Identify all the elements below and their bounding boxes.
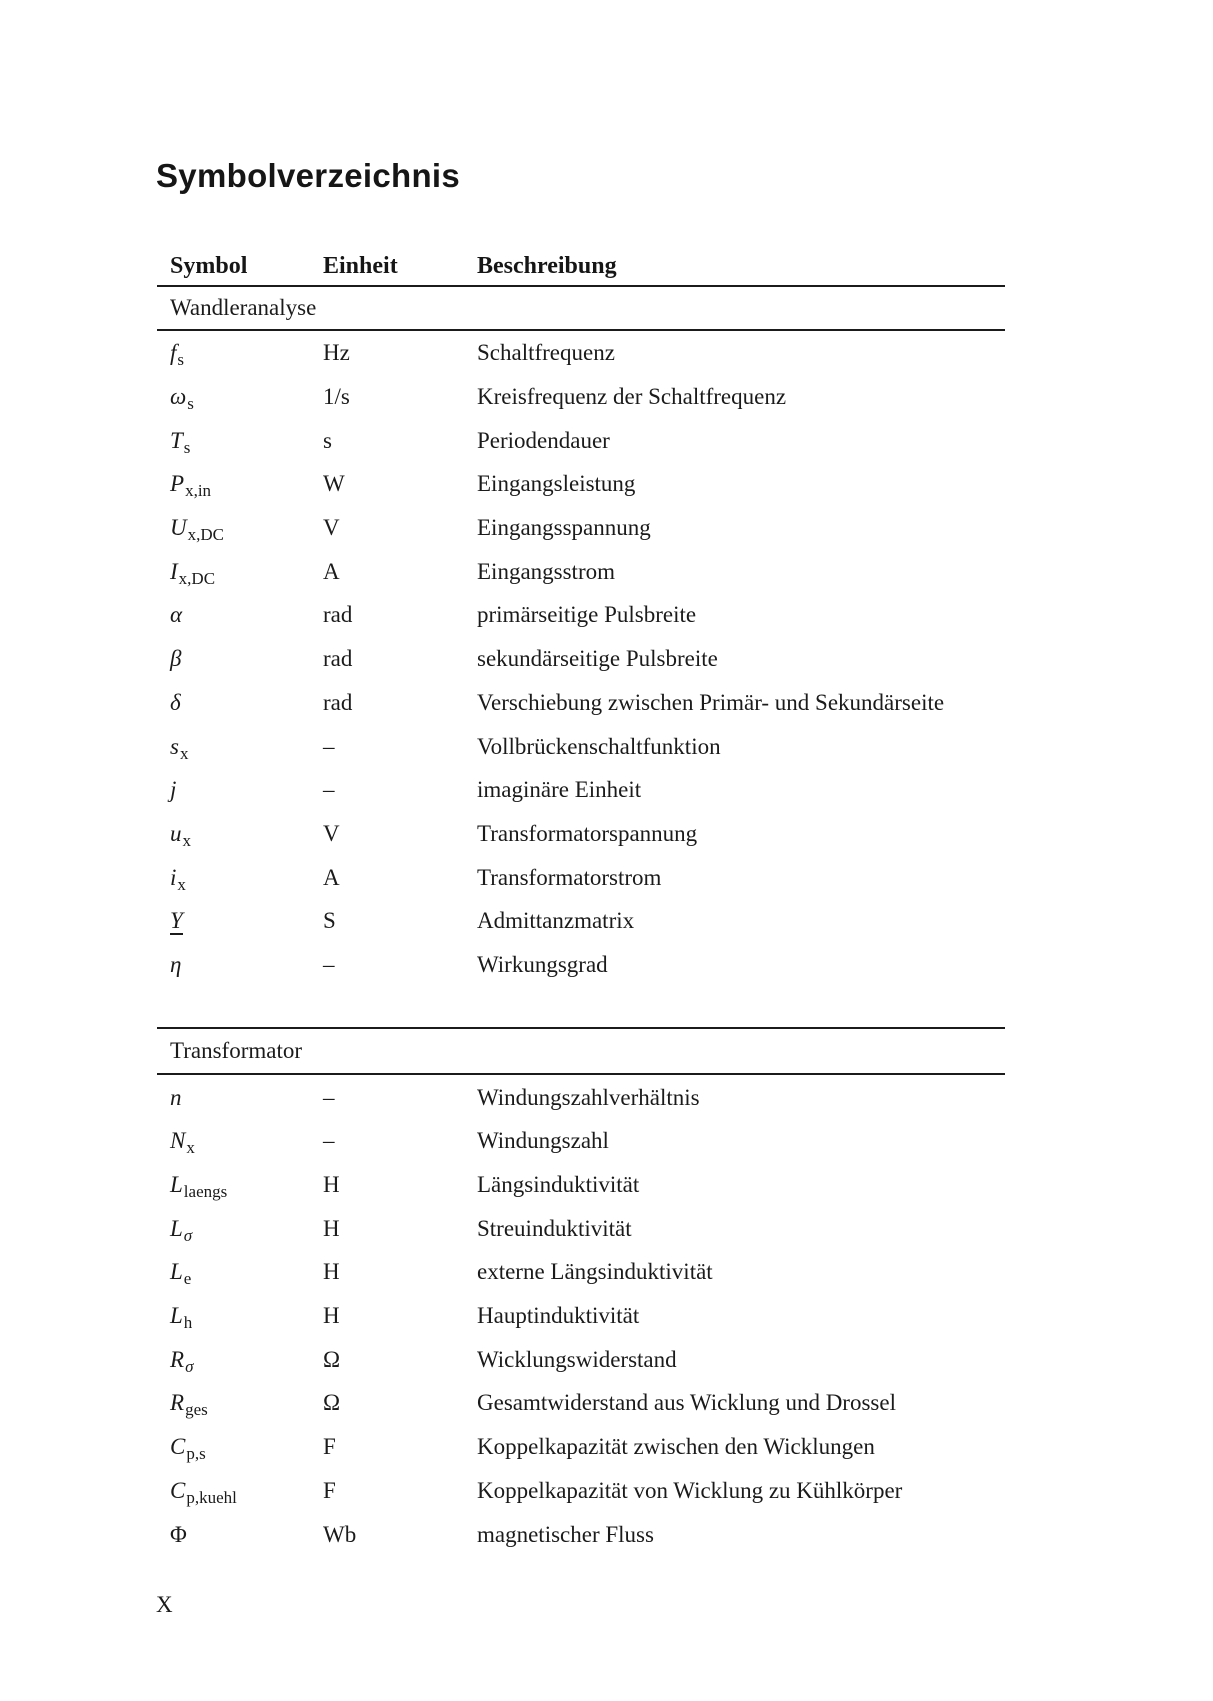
- page-title: Symbolverzeichnis: [156, 157, 461, 194]
- unit-cell: –: [323, 951, 335, 977]
- description-cell: Windungszahl: [477, 1128, 609, 1154]
- description-cell: Gesamtwiderstand aus Wicklung und Drossel: [477, 1390, 896, 1416]
- description-cell: Eingangsleistung: [477, 471, 636, 497]
- symbol-cell: [170, 384, 323, 414]
- table-row: [157, 899, 1005, 943]
- description-cell: Längsinduktivität: [477, 1172, 640, 1198]
- symbol-base: Φ: [170, 1521, 187, 1547]
- table-row: [157, 549, 1005, 593]
- table-row: [157, 855, 1005, 899]
- description-cell: Kreisfrequenz der Schaltfrequenz: [477, 384, 787, 410]
- symbol-cell: [170, 1172, 323, 1202]
- description-cell: primärseitige Pulsbreite: [477, 602, 697, 628]
- symbol-cell: [170, 471, 323, 501]
- symbol-cell: [170, 1477, 323, 1507]
- symbol-base: L: [170, 1303, 183, 1329]
- table-row: [157, 943, 1005, 987]
- symbol-cell: [170, 558, 323, 588]
- symbol-cell: [170, 603, 323, 626]
- column-header-symbol: Symbol: [170, 253, 248, 279]
- symbol-base: ω: [170, 384, 187, 410]
- unit-cell: 1/s: [323, 384, 350, 410]
- symbol-base: R: [170, 1346, 185, 1372]
- table-row: [157, 593, 1005, 637]
- table-row: [157, 812, 1005, 856]
- table-row: [157, 768, 1005, 812]
- table-row: [157, 1163, 1005, 1207]
- symbol-subscript: s: [177, 350, 185, 370]
- symbol-base: Y: [170, 908, 183, 934]
- symbol-subscript: x: [179, 743, 189, 763]
- symbol-base: N: [170, 1128, 186, 1154]
- symbol-base: f: [170, 340, 177, 366]
- symbol-table: [157, 240, 1005, 1556]
- unit-cell: H: [323, 1303, 340, 1329]
- symbol-base: n: [170, 1084, 182, 1110]
- description-cell: Transformatorspannung: [477, 820, 698, 846]
- table-body: [157, 287, 1005, 1556]
- symbol-cell: [170, 1128, 323, 1158]
- unit-cell: –: [323, 1084, 335, 1110]
- table-header-row: [157, 240, 1005, 287]
- unit-cell: V: [323, 820, 340, 846]
- table-row: [157, 331, 1005, 375]
- table-row: [157, 1206, 1005, 1250]
- symbol-base: δ: [170, 689, 181, 715]
- symbol-base: I: [170, 558, 178, 584]
- symbol-cell: [170, 515, 323, 545]
- description-cell: imaginäre Einheit: [477, 777, 642, 803]
- symbol-base: s: [170, 733, 179, 759]
- symbol-subscript: e: [183, 1269, 192, 1289]
- description-cell: Wicklungswiderstand: [477, 1346, 677, 1372]
- symbol-subscript: σ: [185, 1356, 194, 1376]
- description-cell: Koppelkapazität zwischen den Wicklungen: [477, 1434, 875, 1460]
- symbol-base: C: [170, 1477, 186, 1503]
- symbol-base: C: [170, 1434, 186, 1460]
- unit-cell: rad: [323, 646, 353, 672]
- unit-cell: –: [323, 1128, 335, 1154]
- symbol-base: L: [170, 1259, 183, 1285]
- unit-cell: H: [323, 1259, 340, 1285]
- description-cell: Schaltfrequenz: [477, 340, 615, 366]
- column-header-beschreibung: Beschreibung: [477, 253, 617, 279]
- description-cell: Verschiebung zwischen Primär- und Sekundärseite: [477, 689, 945, 715]
- table-section-transformator: [157, 1027, 1005, 1556]
- symbol-base: L: [170, 1172, 183, 1198]
- description-cell: magnetischer Fluss: [477, 1521, 654, 1547]
- table-row: [157, 1512, 1005, 1556]
- symbol-subscript: s: [187, 394, 194, 414]
- description-cell: externe Längsinduktivität: [477, 1259, 713, 1285]
- symbol-base: η: [170, 951, 182, 977]
- symbol-base: U: [170, 515, 187, 541]
- symbol-cell: [170, 733, 323, 763]
- unit-cell: F: [323, 1477, 336, 1503]
- symbol-cell: [170, 340, 323, 370]
- symbol-base: u: [170, 820, 182, 846]
- unit-cell: Ω: [323, 1346, 341, 1372]
- symbol-subscript: x: [182, 830, 191, 850]
- symbol-subscript: x,DC: [187, 525, 224, 545]
- description-cell: Streuinduktivität: [477, 1215, 632, 1241]
- table-row: [157, 1469, 1005, 1513]
- unit-cell: S: [323, 908, 336, 934]
- symbol-cell: [170, 864, 323, 894]
- table-section-wandleranalyse: [157, 287, 1005, 986]
- unit-cell: rad: [323, 689, 353, 715]
- symbol-subscript: x: [186, 1138, 195, 1158]
- symbol-subscript: h: [183, 1313, 193, 1333]
- unit-cell: H: [323, 1215, 340, 1241]
- table-row: [157, 462, 1005, 506]
- page-number: X: [156, 1592, 173, 1617]
- symbol-subscript: laengs: [183, 1182, 228, 1202]
- symbol-subscript: s: [183, 437, 191, 457]
- unit-cell: Hz: [323, 340, 350, 366]
- description-cell: Transformatorstrom: [477, 864, 662, 890]
- unit-cell: A: [323, 558, 340, 584]
- symbol-subscript: p,s: [186, 1444, 206, 1464]
- table-row: [157, 1075, 1005, 1119]
- table-row: [157, 637, 1005, 681]
- symbol-cell: [170, 427, 323, 457]
- table-row: [157, 375, 1005, 419]
- symbol-base: R: [170, 1390, 185, 1416]
- table-row: [157, 418, 1005, 462]
- table-row: [157, 724, 1005, 768]
- symbol-subscript: x: [177, 874, 186, 894]
- symbol-base: β: [170, 646, 182, 672]
- symbol-cell: [170, 1390, 323, 1420]
- table-row: [157, 681, 1005, 725]
- table-row: [157, 1425, 1005, 1469]
- symbol-base: j: [170, 777, 177, 803]
- section-label: Wandleranalyse: [157, 287, 1005, 331]
- description-cell: Windungszahlverhältnis: [477, 1084, 700, 1110]
- symbol-subscript: σ: [183, 1225, 193, 1245]
- unit-cell: –: [323, 777, 335, 803]
- symbol-cell: [170, 1259, 323, 1289]
- symbol-base: α: [170, 602, 183, 628]
- description-cell: Vollbrückenschaltfunktion: [477, 733, 721, 759]
- section-label: Transformator: [157, 1027, 1005, 1075]
- symbol-subscript: p,kuehl: [186, 1487, 237, 1507]
- unit-cell: W: [323, 471, 345, 497]
- symbol-cell: [170, 1434, 323, 1464]
- symbol-base: T: [170, 427, 183, 453]
- symbol-cell: [170, 1523, 323, 1546]
- symbol-cell: [170, 820, 323, 850]
- unit-cell: A: [323, 864, 340, 890]
- symbol-base: L: [170, 1215, 183, 1241]
- symbol-base: P: [170, 471, 185, 497]
- symbol-cell: [170, 1215, 323, 1245]
- description-cell: sekundärseitige Pulsbreite: [477, 646, 718, 672]
- symbol-cell: [170, 1303, 323, 1333]
- symbol-subscript: ges: [185, 1400, 208, 1420]
- description-cell: Wirkungsgrad: [477, 951, 608, 977]
- unit-cell: V: [323, 515, 340, 541]
- symbol-cell: [170, 953, 323, 976]
- unit-cell: F: [323, 1434, 336, 1460]
- symbol-cell: [170, 647, 323, 670]
- unit-cell: rad: [323, 602, 353, 628]
- symbol-cell: [170, 778, 323, 801]
- table-row: [157, 506, 1005, 550]
- column-header-einheit: Einheit: [323, 253, 398, 279]
- symbol-subscript: x,in: [185, 481, 212, 501]
- unit-cell: H: [323, 1172, 340, 1198]
- symbol-cell: [170, 1346, 323, 1376]
- description-cell: Eingangsstrom: [477, 558, 615, 584]
- symbol-cell: [170, 691, 323, 714]
- symbol-cell: [170, 1086, 323, 1109]
- unit-cell: –: [323, 733, 335, 759]
- table-row: [157, 1337, 1005, 1381]
- table-row: [157, 1294, 1005, 1338]
- symbol-cell: [170, 909, 323, 932]
- unit-cell: Ω: [323, 1390, 341, 1416]
- table-row: [157, 1119, 1005, 1163]
- unit-cell: Wb: [323, 1521, 357, 1547]
- description-cell: Eingangsspannung: [477, 515, 651, 541]
- symbol-subscript: x,DC: [178, 568, 216, 588]
- unit-cell: s: [323, 427, 332, 453]
- description-cell: Periodendauer: [477, 427, 610, 453]
- table-row: [157, 1381, 1005, 1425]
- symbol-base: i: [170, 864, 177, 890]
- description-cell: Admittanzmatrix: [477, 908, 635, 934]
- table-row: [157, 1250, 1005, 1294]
- description-cell: Koppelkapazität von Wicklung zu Kühlkörper: [477, 1477, 903, 1503]
- description-cell: Hauptinduktivität: [477, 1303, 640, 1329]
